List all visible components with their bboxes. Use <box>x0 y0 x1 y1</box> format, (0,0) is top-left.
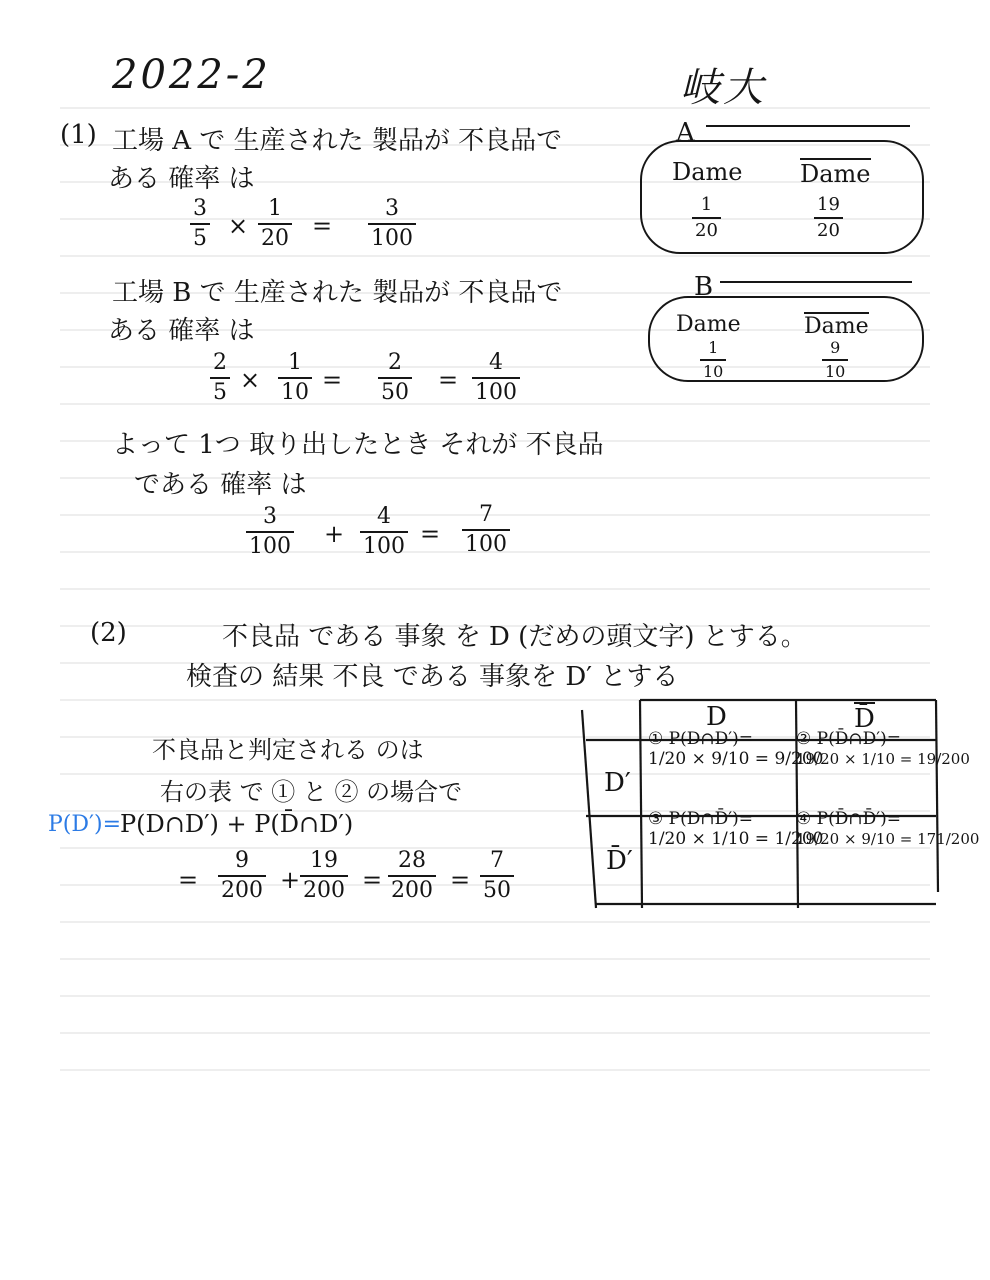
op-equals: = <box>362 866 383 894</box>
side-a-right-frac: 19 20 <box>814 196 843 240</box>
q1-line-a2: ある 確率 は <box>108 164 255 194</box>
frac-a3: 3 100 <box>368 198 416 250</box>
q1-line-c1: よって 1つ 取り出したとき それが 不良品 <box>112 430 604 460</box>
q2-line3: 不良品と判定される のは <box>152 736 424 764</box>
side-a-left-frac: 1 20 <box>692 196 721 240</box>
op-equals: = <box>438 366 459 394</box>
op-times: × <box>228 212 249 240</box>
side-a-arrow <box>700 116 920 136</box>
side-a-left: Dame <box>672 158 743 186</box>
frac-b2: 1 10 <box>278 352 312 404</box>
cell-3-mark: ③ <box>648 809 664 829</box>
side-b-right-frac: 9 10 <box>822 340 848 380</box>
cell-4-mark: ④ <box>796 809 812 829</box>
cell-3-calc: 1/20 × 1/10 = 1/200 <box>648 828 824 849</box>
cell-1-expr: P(D∩D′)= <box>668 729 753 749</box>
q1-line-c2: である 確率 は <box>134 470 307 500</box>
frac-a2: 1 20 <box>258 198 292 250</box>
q2-frac-3: 28 200 <box>388 850 436 902</box>
frac-c2: 4 100 <box>360 506 408 558</box>
op-plus: + <box>280 866 301 894</box>
op-equals: = <box>420 520 441 548</box>
q2-frac-2: 19 200 <box>300 850 348 902</box>
cell-4-calc: 19/20 × 9/10 = 171/200 <box>796 829 980 848</box>
op-equals: = <box>322 366 343 394</box>
side-b-label: B <box>694 272 714 302</box>
cell-1-mark: ① <box>648 729 664 749</box>
side-b-right: Dame <box>804 314 869 339</box>
frac-b3: 2 50 <box>378 352 412 404</box>
cell-3-expr: P(D∩D̄′)= <box>668 809 753 829</box>
side-b-arrow <box>716 272 916 292</box>
q2-line4: 右の表 で ① と ② の場合で <box>160 778 463 806</box>
q2-frac-1: 9 200 <box>218 850 266 902</box>
cell-2-expr: P(D̄∩D′)= <box>816 729 901 749</box>
side-b-left-frac: 1 10 <box>700 340 726 380</box>
frac-c1: 3 100 <box>246 506 294 558</box>
frac-b4: 4 100 <box>472 352 520 404</box>
side-a-label: A <box>676 118 695 148</box>
op-equals: = <box>312 212 333 240</box>
q2-line5: P(D∩D′) + P(D̄∩D′) <box>120 810 354 838</box>
q2-line2: 検査の 結果 不良 である 事象を D′ とする <box>186 662 679 692</box>
cell-2-calc: 19/20 × 1/10 = 19/200 <box>796 749 970 768</box>
frac-b1: 2 5 <box>210 352 230 404</box>
q2-frac-4: 7 50 <box>480 850 514 902</box>
op-plus: + <box>324 520 345 548</box>
op-times: × <box>240 366 261 394</box>
table-row-d1: D′ <box>604 768 631 798</box>
side-b-oval <box>648 296 924 382</box>
cell-1-calc: 1/20 × 9/10 = 9/200 <box>648 748 824 769</box>
frac-c3: 7 100 <box>462 504 510 556</box>
q1-label: (1) <box>60 120 97 150</box>
title-year: 2022-2 <box>112 52 271 98</box>
q2-line1: 不良品 である 事象 を D (だめの頭文字) とする。 <box>222 622 807 652</box>
title-school: 岐大 <box>680 65 766 111</box>
q1-line-a1: 工場 A で 生産された 製品が 不良品で <box>112 126 563 156</box>
op-equals: = <box>450 866 471 894</box>
side-a-right: Dame <box>800 160 871 188</box>
table-cell-4 <box>796 810 979 849</box>
q1-line-b1: 工場 B で 生産された 製品が 不良品で <box>112 278 563 308</box>
side-b-left: Dame <box>676 312 741 337</box>
q2-side-note: P(D′)= <box>48 812 122 837</box>
cell-4-expr: P(D̄∩D̄′)= <box>816 809 901 829</box>
op-equals: = <box>178 866 199 894</box>
q1-line-b2: ある 確率 は <box>108 316 255 346</box>
cell-2-mark: ② <box>796 729 812 749</box>
q2-label: (2) <box>90 618 127 648</box>
table-cell-2 <box>796 730 970 769</box>
table-row-d2: D̄′ <box>606 846 633 876</box>
table-col-d: D <box>706 702 727 732</box>
frac-a1: 3 5 <box>190 198 210 250</box>
table-col-dbar: D̄ <box>854 704 875 734</box>
